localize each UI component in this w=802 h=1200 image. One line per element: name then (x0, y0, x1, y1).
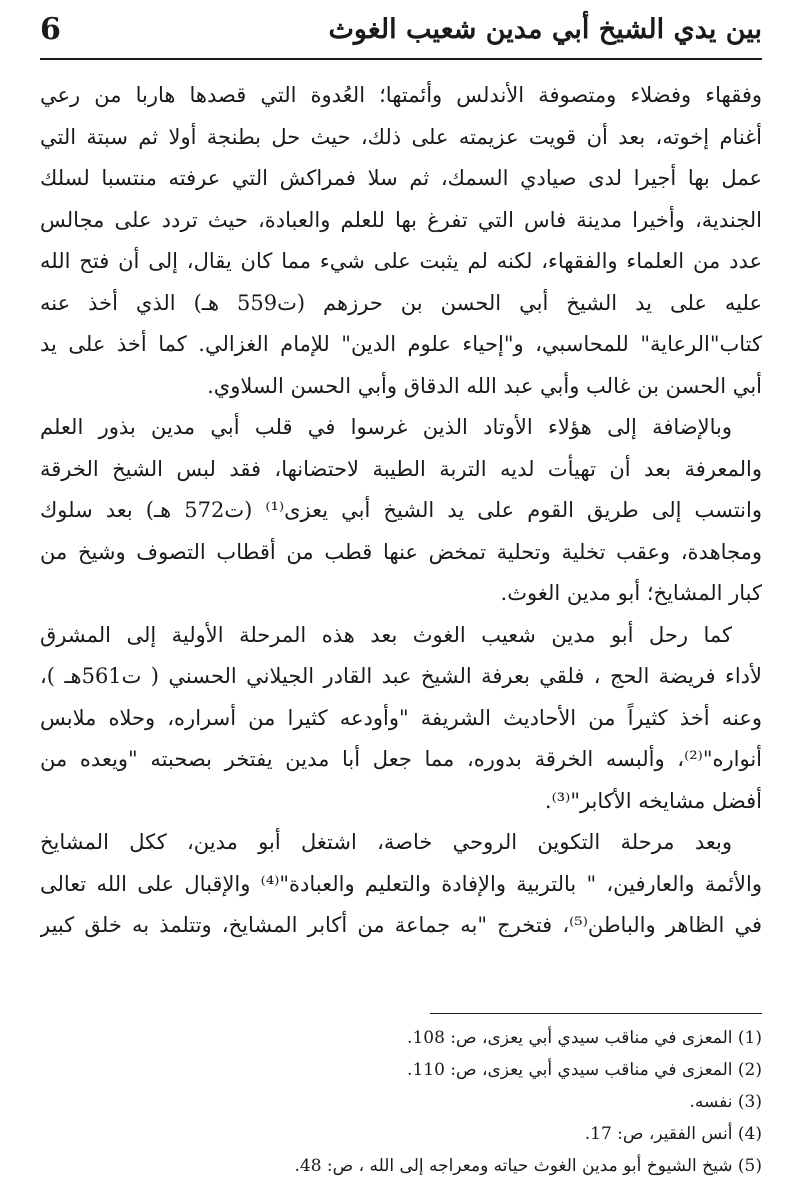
text-line: وبالإضافة إلى هؤلاء الأوتاد الذين غرسوا في قلب أبي مدين بذور العلم (40, 415, 733, 439)
footnote: (5) شيخ الشيوخ أبو مدين الغوث حياته ومعراجه إلى الله ، ص: 48. (294, 1156, 762, 1176)
running-title: بين يدي الشيخ أبي مدين شعيب الغوث (328, 14, 762, 45)
text-line: كبار المشايخ؛ أبو مدين الغوث. (500, 581, 762, 605)
text-line: عمل بها أجيرا لدى صيادي السمك، ثم سلا فمراكش التي عرفته منتسبا لسلك (40, 166, 762, 190)
text-line: وانتسب إلى طريق القوم على يد الشيخ أبي يعزى⁽¹⁾ (ت572 هـ) بعد سلوك (40, 498, 762, 522)
running-header (40, 8, 762, 58)
text-line: أفضل مشايخه الأكابر"⁽³⁾. (544, 788, 762, 813)
text-line: أغنام إخوته، بعد أن قويت عزيمته على ذلك، حيث حل بطنجة أولا ثم سبتة التي (40, 124, 762, 149)
text-line: في الظاهر والباطن⁽⁵⁾، فتخرج "به جماعة من أكابر المشايخ، وتتلمذ به خلق كبير (40, 913, 762, 937)
text-line: والأئمة والعارفين، " بالتربية والإفادة والتعليم والعبادة"⁽⁴⁾ والإقبال على الله تعالى (40, 871, 762, 896)
header-divider (40, 58, 762, 60)
footnote-divider (430, 1013, 762, 1014)
text-line: وبعد مرحلة التكوين الروحي خاصة، اشتغل أبو مدين، ككل المشايخ (40, 830, 732, 854)
body-text (40, 75, 762, 947)
text-line: والمعرفة بعد أن تهيأت لديه التربة الطيبة لاحتضانها، فقد لبس الشيخ الخرقة (40, 456, 762, 481)
footnote: (4) أنس الفقير، ص: 17. (584, 1124, 762, 1144)
footnote: (3) نفسه. (689, 1092, 762, 1112)
text-line: عدد من العلماء والفقهاء، لكنه لم يثبت على شيء مما كان يقال، إلى أن فتح الله (40, 249, 762, 273)
text-line: عليه على يد الشيخ أبي الحسن بن حرزهم (ت559 هـ) الذي أخذ عنه (40, 290, 762, 315)
footnotes (40, 1022, 762, 1182)
text-line: كما رحل أبو مدين شعيب الغوث بعد هذه المرحلة الأولية إلى المشرق (40, 622, 732, 647)
page-number: 6 (40, 12, 61, 47)
text-line: ومجاهدة، وعقب تخلية وتحلية تمخض عنها قطب من أقطاب التصوف وشيخ من (40, 539, 762, 564)
footnote: (1) المعزى في مناقب سيدي أبي يعزى، ص: 108. (407, 1028, 762, 1048)
text-line: أنواره"⁽²⁾، وألبسه الخرقة بدوره، مما جعل أبا مدين يفتخر بصحبته "ويعده من (40, 747, 762, 771)
text-line: أبي الحسن بن غالب وأبي عبد الله الدقاق وأبي الحسن السلاوي. (207, 373, 762, 398)
text-line: لأداء فريضة الحج ، فلقي بعرفة الشيخ عبد القادر الجيلاني الحسني ( ت561هـ )، (40, 664, 762, 688)
text-line: وفقهاء وفضلاء ومتصوفة الأندلس وأئمتها؛ العُدوة التي قصدها هاربا من رعي (40, 83, 762, 107)
text-line: الجندية، وأخيرا مدينة فاس التي تفرغ بها للعلم والعبادة، حيث تردد على مجالس (40, 207, 762, 232)
text-line: كتاب"الرعاية" للمحاسبي، و"إحياء علوم الدين" للإمام الغزالي. كما أخذ على يد (40, 332, 762, 356)
text-line: وعنه أخذ كثيراً من الأحاديث الشريفة "وأودعه كثيرا من أسراره، وحلاه ملابس (40, 705, 762, 730)
footnote: (2) المعزى في مناقب سيدي أبي يعزى، ص: 110. (407, 1060, 762, 1080)
